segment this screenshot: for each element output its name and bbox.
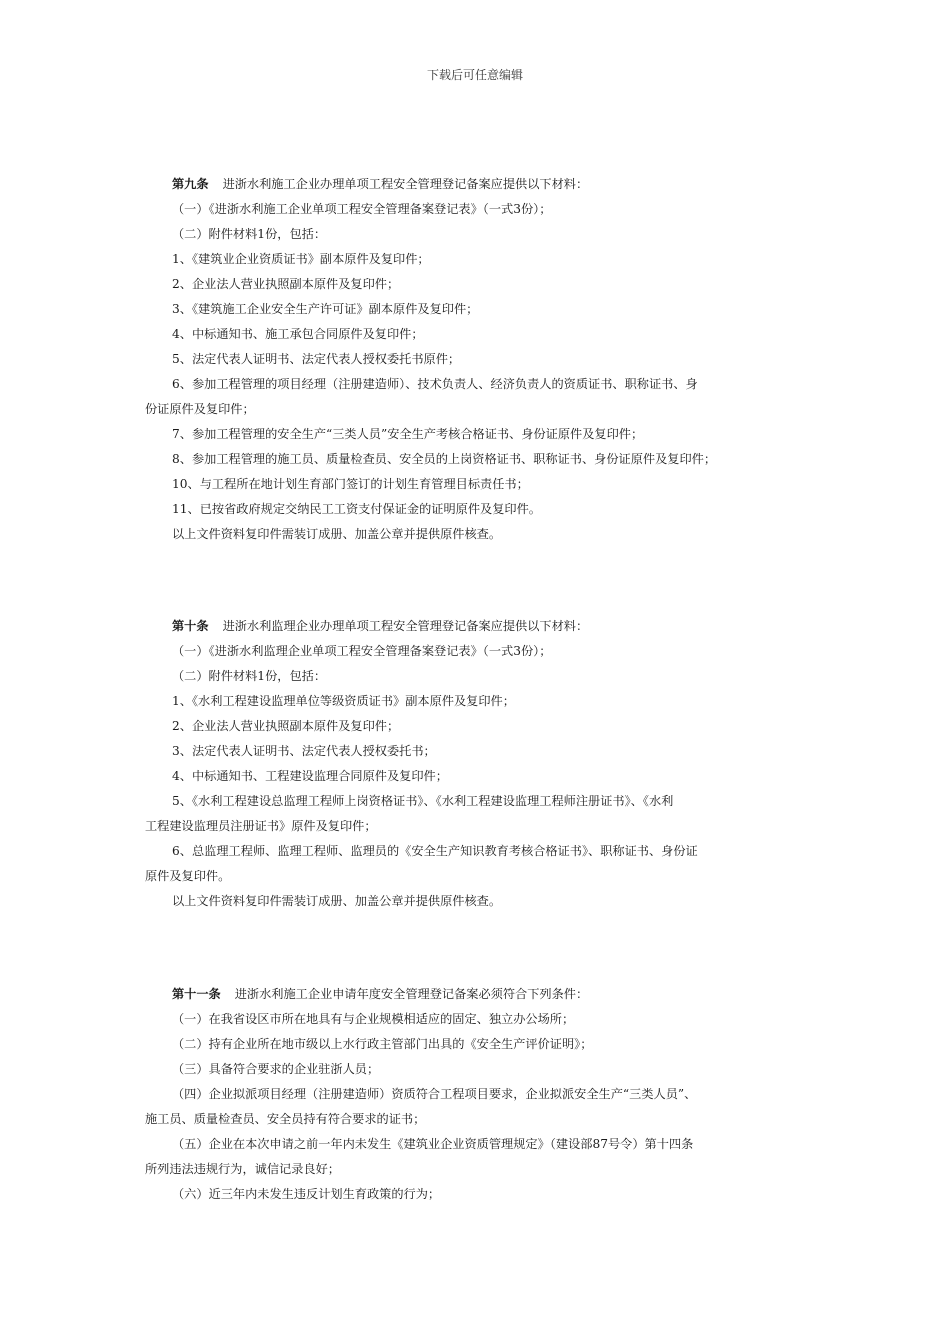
list-item: （四）企业拟派项目经理（注册建造师）资质符合工程项目要求，企业拟派安全生产“三类人员”、 <box>172 1087 697 1101</box>
article-heading: 进浙水利施工企业办理单项工程安全管理登记备案应提供以下材料： <box>222 177 589 191</box>
list-item: 1、《建筑业企业资质证书》副本原件及复印件； <box>172 252 430 266</box>
list-item: 7、参加工程管理的安全生产“三类人员”安全生产考核合格证书、身份证原件及复印件； <box>172 427 644 441</box>
list-item-continuation: 所列违法违规行为，诚信记录良好； <box>145 1162 340 1176</box>
paragraph: （一）《进浙水利施工企业单项工程安全管理备案登记表》（一式3份）； <box>172 202 552 216</box>
article-heading: 进浙水利施工企业申请年度安全管理登记备案必须符合下列条件： <box>234 987 589 1001</box>
article-number: 第九条 <box>172 177 209 191</box>
article-title <box>145 982 810 1007</box>
list-item: 1、《水利工程建设监理单位等级资质证书》副本原件及复印件； <box>172 694 515 708</box>
list-item: 3、法定代表人证明书、法定代表人授权委托书； <box>172 744 436 758</box>
note-paragraph: 以上文件资料复印件需装订成册、加盖公章并提供原件核查。 <box>172 527 502 541</box>
list-item: 10、与工程所在地计划生育部门签订的计划生育管理目标责任书； <box>172 477 529 491</box>
list-item: 6、总监理工程师、监理工程师、监理员的《安全生产知识教育考核合格证书》、职称证书、身份证 <box>172 844 698 858</box>
article-title <box>145 172 810 197</box>
list-item: 2、企业法人营业执照副本原件及复印件； <box>172 277 400 291</box>
list-item-continuation: 原件及复印件。 <box>145 869 231 883</box>
article-11 <box>145 982 810 1207</box>
list-item: 2、企业法人营业执照副本原件及复印件； <box>172 719 400 733</box>
list-item: （五）企业在本次申请之前一年内未发生《建筑业企业资质管理规定》（建设部87号令）第十四条 <box>172 1137 694 1151</box>
article-10 <box>145 614 810 914</box>
list-item: （一）在我省设区市所在地具有与企业规模相适应的固定、独立办公场所； <box>172 1012 575 1026</box>
list-item: 5、《水利工程建设总监理工程师上岗资格证书》、《水利工程建设监理工程师注册证书》、《水利 <box>172 794 674 808</box>
article-9 <box>145 172 810 547</box>
note-paragraph: 以上文件资料复印件需装订成册、加盖公章并提供原件核查。 <box>172 894 502 908</box>
list-item: （三）具备符合要求的企业驻浙人员； <box>172 1062 380 1076</box>
paragraph: （一）《进浙水利监理企业单项工程安全管理备案登记表》（一式3份）； <box>172 644 552 658</box>
list-item-continuation: 份证原件及复印件； <box>145 402 255 416</box>
page-header: 下载后可任意编辑 <box>426 68 523 82</box>
list-item: 4、中标通知书、施工承包合同原件及复印件； <box>172 327 424 341</box>
article-number: 第十条 <box>172 619 209 633</box>
list-item: （六）近三年内未发生违反计划生育政策的行为； <box>172 1187 441 1201</box>
article-title <box>145 614 810 639</box>
list-item: 8、参加工程管理的施工员、质量检查员、安全员的上岗资格证书、职称证书、身份证原件及复印件； <box>172 452 717 466</box>
list-item: 6、参加工程管理的项目经理（注册建造师）、技术负责人、经济负责人的资质证书、职称证书、身 <box>172 377 698 391</box>
list-item-continuation: 工程建设监理员注册证书》原件及复印件； <box>145 819 377 833</box>
paragraph: （二）附件材料1份，包括： <box>172 227 327 241</box>
list-item: 4、中标通知书、工程建设监理合同原件及复印件； <box>172 769 448 783</box>
article-number: 第十一条 <box>172 987 221 1001</box>
article-heading: 进浙水利监理企业办理单项工程安全管理登记备案应提供以下材料： <box>222 619 589 633</box>
list-item: 5、法定代表人证明书、法定代表人授权委托书原件； <box>172 352 461 366</box>
list-item: 3、《建筑施工企业安全生产许可证》副本原件及复印件； <box>172 302 479 316</box>
list-item: （二）持有企业所在地市级以上水行政主管部门出具的《安全生产评价证明》； <box>172 1037 593 1051</box>
paragraph: （二）附件材料1份，包括： <box>172 669 327 683</box>
list-item: 11、已按省政府规定交纳民工工资支付保证金的证明原件及复印件。 <box>172 502 541 516</box>
list-item-continuation: 施工员、质量检查员、安全员持有符合要求的证书； <box>145 1112 426 1126</box>
